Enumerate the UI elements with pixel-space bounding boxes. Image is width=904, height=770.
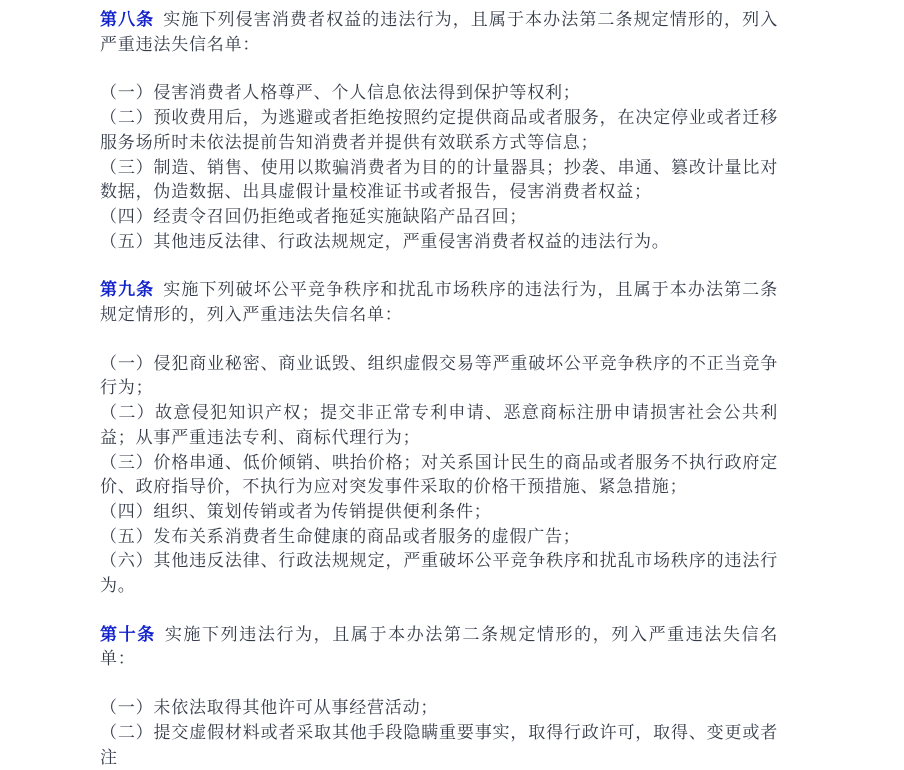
- article-item-list: [100, 81, 778, 254]
- article-section: [100, 8, 778, 254]
- article-item: （三）价格串通、低价倾销、哄抬价格；对关系国计民生的商品或者服务不执行政府定价、政府指导价，不执行为应对突发事件采取的价格干预措施、紧急措施；: [100, 452, 778, 497]
- article-number: 第十条: [100, 624, 156, 644]
- article-item: （五）发布关系消费者生命健康的商品或者服务的虚假广告；: [100, 526, 581, 546]
- article-item: （二）故意侵犯知识产权；提交非正常专利申请、恶意商标注册申请损害社会公共利益；从事严重违法专利、商标代理行为；: [100, 403, 778, 447]
- article-item: （二）预收费用后，为逃避或者拒绝按照约定提供商品或者服务，在决定停业或者迁移服务场所时未依法提前告知消费者并提供有效联系方式等信息；: [100, 108, 778, 152]
- article-intro-text: 实施下列侵害消费者权益的违法行为，且属于本办法第二条规定情形的，列入严重违法失信名单：: [100, 10, 779, 54]
- article-item: （四）组织、策划传销或者为传销提供便利条件；: [100, 501, 492, 521]
- article-lead-paragraph: [100, 278, 778, 327]
- article-item: （一）未依法取得其他许可从事经营活动；: [100, 698, 439, 718]
- article-lead-paragraph: [100, 623, 778, 672]
- article-item: （一）侵害消费者人格尊严、个人信息依法得到保护等权利；: [100, 83, 581, 103]
- article-item: （二）提交虚假材料或者采取其他手段隐瞒重要事实，取得行政许可，取得、变更或者注: [100, 722, 778, 767]
- article-item: （一）侵犯商业秘密、商业诋毁、组织虚假交易等严重破坏公平竞争秩序的不正当竞争行为；: [100, 353, 778, 398]
- regulation-document: [100, 8, 778, 770]
- article-item: （六）其他违反法律、行政法规规定，严重破坏公平竞争秩序和扰乱市场秩序的违法行为。: [100, 551, 778, 596]
- article-number: 第九条: [100, 280, 155, 300]
- article-item-list: [100, 352, 778, 599]
- article-item: （五）其他违反法律、行政法规规定，严重侵害消费者权益的违法行为。: [100, 231, 670, 251]
- article-item: （四）经责令召回仍拒绝或者拖延实施缺陷产品召回；: [100, 206, 528, 226]
- article-item: （三）制造、销售、使用以欺骗消费者为目的的计量器具；抄袭、串通、篡改计量比对数据，伪造数据、出具虚假计量校准证书或者报告，侵害消费者权益；: [100, 157, 778, 202]
- article-section: [100, 278, 778, 598]
- article-item-list: [100, 696, 778, 770]
- article-intro-text: 实施下列违法行为，且属于本办法第二条规定情形的，列入严重违法失信名单：: [100, 624, 778, 669]
- article-intro-text: 实施下列破坏公平竞争秩序和扰乱市场秩序的违法行为，且属于本办法第二条规定情形的，列入严重违法失信名单：: [100, 280, 779, 325]
- article-section: [100, 623, 778, 770]
- article-lead-paragraph: [100, 8, 778, 57]
- article-number: 第八条: [100, 10, 155, 29]
